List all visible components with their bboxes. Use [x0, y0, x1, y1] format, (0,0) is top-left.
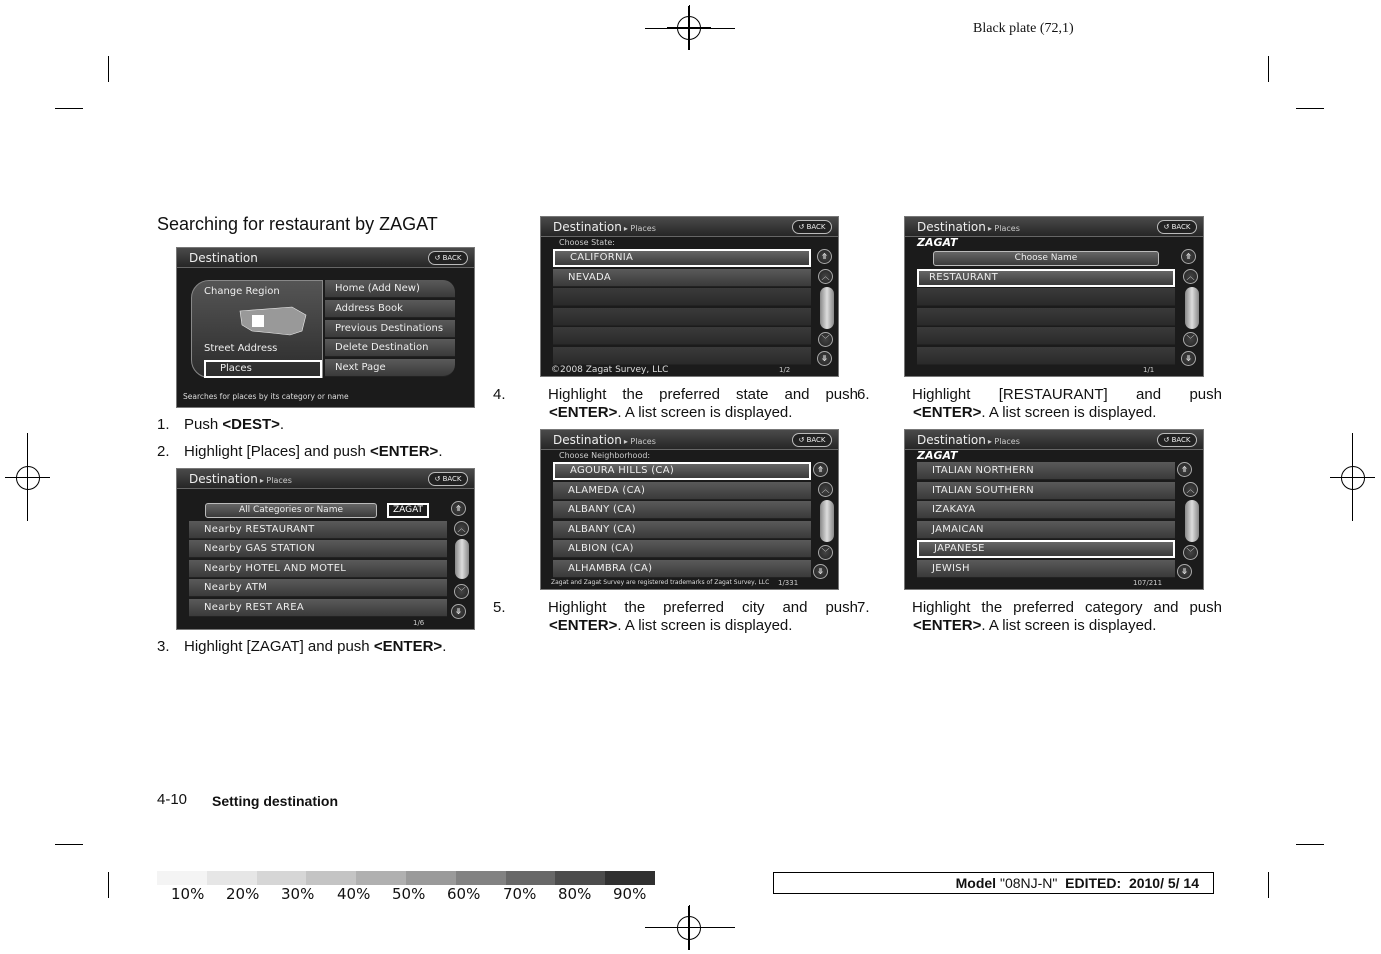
tone-percent: 70%: [503, 885, 537, 903]
scroll-up-icon[interactable]: ︿: [1183, 269, 1198, 284]
back-button[interactable]: ↺ BACK: [1157, 433, 1197, 447]
list-item[interactable]: ALAMEDA (CA): [553, 482, 811, 500]
scroll-down-icon[interactable]: ﹀: [1183, 545, 1198, 560]
section-title: Searching for restaurant by ZAGAT: [157, 214, 438, 234]
back-button[interactable]: ↺ BACK: [792, 220, 832, 234]
crop-mark: [1296, 108, 1324, 109]
registration-mark: [667, 906, 711, 950]
street-address-item[interactable]: Street Address: [204, 343, 278, 354]
scroll-top-icon[interactable]: ⤊: [813, 462, 828, 477]
page-indicator: 1/1: [1143, 366, 1155, 374]
choose-neighborhood-label: Choose Neighborhood:: [559, 451, 651, 460]
zagat-button[interactable]: ZAGAT: [387, 503, 429, 518]
zagat-logo: ZAGAT: [917, 236, 958, 249]
screen-zagat-choose-name: [904, 216, 1204, 377]
list-item[interactable]: Nearby ATM: [189, 579, 447, 597]
list-item[interactable]: ALBANY (CA): [553, 501, 811, 519]
model-info-box: Model "08NJ-N" EDITED: 2010/ 5/ 14: [773, 872, 1214, 894]
registration-mark: [667, 6, 711, 50]
all-categories-button[interactable]: All Categories or Name: [205, 503, 377, 518]
page-indicator: 1/331: [778, 579, 799, 587]
scroll-bottom-icon[interactable]: ⤋: [817, 351, 832, 366]
page-indicator: 1/2: [779, 366, 791, 374]
scroll-up-icon[interactable]: ︿: [1183, 482, 1198, 497]
list-item[interactable]: Nearby HOTEL AND MOTEL: [189, 560, 447, 578]
page-indicator: 107/211: [1133, 579, 1163, 587]
scroll-up-icon[interactable]: ︿: [454, 521, 469, 536]
list-item[interactable]: JEWISH: [917, 560, 1175, 578]
list-item: [553, 308, 811, 326]
us-map-icon: [232, 301, 312, 341]
list-item[interactable]: NEVADA: [553, 269, 811, 287]
screen-title: Destination ▸ Places: [917, 220, 1020, 234]
tone-percent: 90%: [613, 885, 647, 903]
list-item[interactable]: ALBANY (CA): [553, 521, 811, 539]
scrollbar[interactable]: [820, 500, 834, 542]
scroll-up-icon[interactable]: ︿: [818, 482, 833, 497]
scroll-up-icon[interactable]: ︿: [818, 269, 833, 284]
step-3: 3. Highlight [ZAGAT] and push <ENTER>.: [157, 638, 447, 655]
scrollbar[interactable]: [820, 287, 834, 329]
back-button[interactable]: ↺ BACK: [428, 472, 468, 486]
list-item[interactable]: Nearby RESTAURANT: [189, 521, 447, 539]
scroll-top-icon[interactable]: ⤊: [817, 249, 832, 264]
registration-mark: [1331, 456, 1375, 500]
back-button[interactable]: ↺ BACK: [428, 251, 468, 265]
scroll-top-icon[interactable]: ⤊: [1181, 249, 1196, 264]
list-item: [917, 308, 1175, 326]
screen-title: Destination ▸ Places: [553, 220, 656, 234]
list-item[interactable]: ITALIAN NORTHERN: [917, 462, 1175, 480]
crop-mark: [108, 872, 109, 898]
list-item[interactable]: ALBION (CA): [553, 540, 811, 558]
list-item: [553, 347, 811, 365]
screen-choose-state: [540, 216, 839, 377]
delete-destination-item[interactable]: Delete Destination: [325, 339, 455, 357]
page-indicator: 1/6: [413, 619, 425, 627]
section-name: Setting destination: [212, 793, 338, 809]
scrollbar[interactable]: [1185, 287, 1199, 329]
step-5: 5. Highlight the preferred city and push <ENTER>. A list screen is displayed.: [493, 599, 858, 634]
scroll-bottom-icon[interactable]: ⤋: [451, 604, 466, 619]
plate-label: Black plate (72,1): [973, 21, 1074, 36]
tone-percent: 20%: [226, 885, 260, 903]
list-item[interactable]: JAMAICAN: [917, 521, 1175, 539]
scroll-down-icon[interactable]: ﹀: [454, 584, 469, 599]
screen-choose-neighborhood: [540, 429, 839, 590]
copyright-text: ©2008 Zagat Survey, LLC: [551, 365, 669, 375]
tone-percent: 10%: [171, 885, 205, 903]
crop-mark: [1296, 844, 1324, 845]
list-item: [917, 327, 1175, 345]
list-item[interactable]: Nearby GAS STATION: [189, 540, 447, 558]
scroll-bottom-icon[interactable]: ⤋: [1177, 564, 1192, 579]
list-item[interactable]: AGOURA HILLS (CA): [553, 462, 811, 480]
back-button[interactable]: ↺ BACK: [1157, 220, 1197, 234]
choose-state-label: Choose State:: [559, 238, 615, 247]
list-item[interactable]: Nearby REST AREA: [189, 599, 447, 617]
scroll-bottom-icon[interactable]: ⤋: [1181, 351, 1196, 366]
crop-mark: [1268, 56, 1269, 82]
tone-percent: 40%: [337, 885, 371, 903]
tone-percent: 60%: [447, 885, 481, 903]
scrollbar[interactable]: [455, 539, 469, 579]
places-item[interactable]: Places: [204, 360, 322, 378]
crop-mark: [108, 56, 109, 82]
list-item: [553, 327, 811, 345]
crop-mark: [55, 844, 83, 845]
scroll-down-icon[interactable]: ﹀: [818, 545, 833, 560]
scrollbar[interactable]: [1185, 500, 1199, 542]
step-7: 7. Highlight the preferred category and push <ENTER>. A list screen is displayed.: [857, 599, 1222, 634]
help-text: Searches for places by its category or name: [183, 392, 349, 401]
list-item[interactable]: IZAKAYA: [917, 501, 1175, 519]
step-2: 2. Highlight [Places] and push <ENTER>.: [157, 443, 443, 460]
list-item: [553, 288, 811, 306]
choose-name-button[interactable]: Choose Name: [933, 251, 1159, 266]
list-item[interactable]: RESTAURANT: [917, 269, 1175, 287]
scroll-top-icon[interactable]: ⤊: [1177, 462, 1192, 477]
list-item[interactable]: CALIFORNIA: [553, 249, 811, 267]
zagat-logo: ZAGAT: [917, 449, 958, 462]
screen-zagat-category: [904, 429, 1204, 590]
step-4: 4. Highlight the preferred state and push <ENTER>. A list screen is displayed.: [493, 386, 858, 421]
tone-percent: 50%: [392, 885, 426, 903]
list-item: [917, 288, 1175, 306]
home-add-new-item[interactable]: Home (Add New): [325, 280, 455, 298]
change-region-label: Change Region: [204, 286, 280, 297]
scroll-top-icon[interactable]: ⤊: [451, 501, 466, 516]
scroll-bottom-icon[interactable]: ⤋: [813, 564, 828, 579]
next-page-item[interactable]: Next Page: [325, 359, 455, 377]
change-region-panel[interactable]: [191, 280, 323, 378]
list-item[interactable]: ALHAMBRA (CA): [553, 560, 811, 578]
screen-places: [176, 468, 475, 630]
list-item[interactable]: JAPANESE: [917, 540, 1175, 558]
step-1: 1. Push <DEST>.: [157, 416, 285, 433]
screen-title: Destination: [189, 251, 258, 265]
screen-title: Destination ▸ Places: [553, 433, 656, 447]
address-book-item[interactable]: Address Book: [325, 300, 455, 318]
list-item[interactable]: ITALIAN SOUTHERN: [917, 482, 1175, 500]
tone-percent: 30%: [281, 885, 315, 903]
step-6: 6. Highlight [RESTAURANT] and push <ENTER>. A list screen is displayed.: [857, 386, 1222, 421]
back-button[interactable]: ↺ BACK: [792, 433, 832, 447]
crop-mark: [1268, 872, 1269, 898]
scroll-down-icon[interactable]: ﹀: [818, 332, 833, 347]
screen-title: Destination ▸ Places: [917, 433, 1020, 447]
trademark-text: Zagat and Zagat Survey are registered trademarks of Zagat Survey, LLC: [551, 579, 770, 586]
crop-mark: [55, 108, 83, 109]
list-item: [917, 347, 1175, 365]
previous-destinations-item[interactable]: Previous Destinations: [325, 320, 455, 338]
screen-title: Destination ▸ Places: [189, 472, 292, 486]
screen-destination-menu: [176, 247, 475, 408]
registration-mark: [6, 456, 50, 500]
scroll-down-icon[interactable]: ﹀: [1183, 332, 1198, 347]
tone-ramp: [157, 871, 655, 885]
page-number: 4-10: [157, 791, 188, 808]
tone-percent: 80%: [558, 885, 592, 903]
